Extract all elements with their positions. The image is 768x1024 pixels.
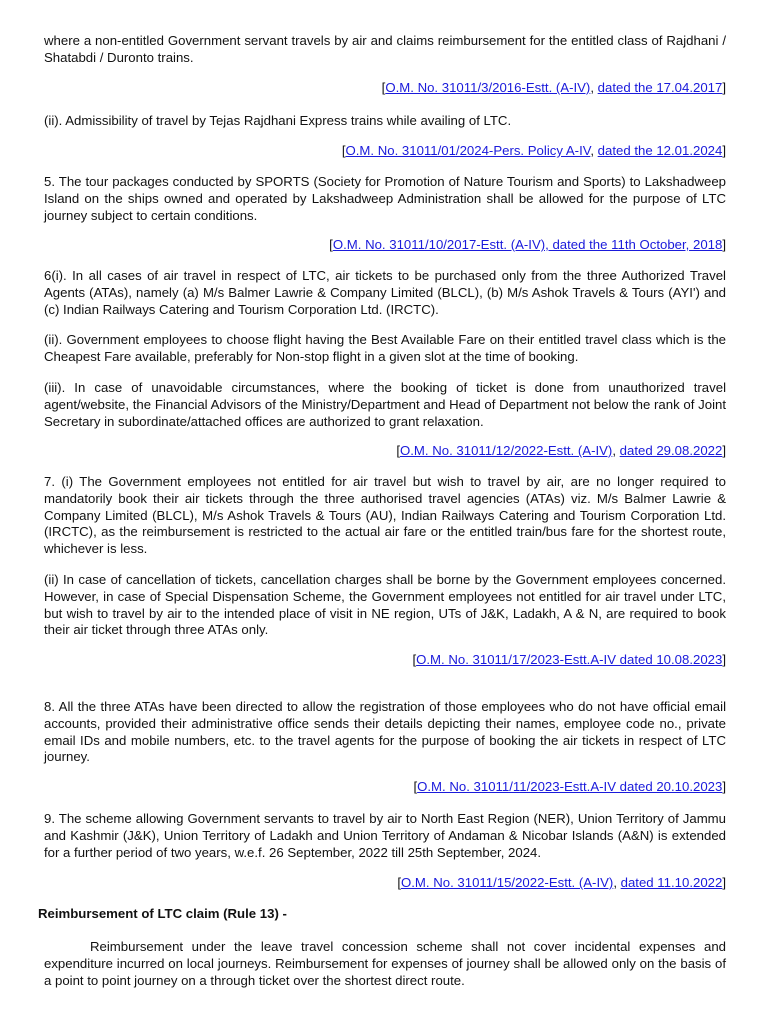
om-date-link-2017[interactable]: dated the 17.04.2017 — [597, 80, 723, 95]
paragraph-9: 9. The scheme allowing Government servants to travel by air to North East Region (NER), Union Territory of Jammu and Kashmir (J&K), Union Territory of Ladakh and Union Territory of Andaman & Nicobar Islands (A&N) is extended for a further period of two years, w.e.f. 26 September, 2022 till 25th September, 2024. — [44, 811, 726, 860]
bracket-close: ] — [722, 80, 726, 95]
paragraph-8: 8. All the three ATAs have been directed to allow the registration of those employees who do not have official email accounts, provided their administrative office sends their details depicting their names, employee code no., private email IDs and mobile numbers, etc. to the travel agents for the purpose of booking the air tickets in respect of LTC journey. — [44, 699, 726, 765]
paragraph-6-i: 6(i). In all cases of air travel in respect of LTC, air tickets to be purchased only from the three Authorized Travel Agents (ATAs), namely (a) M/s Balmer Lawrie & Company Limited (BLCL), (b) M/s Ashok Travels & Tours (AYI') and (c) Indian Railways Catering and Tourism Corporation Ltd. (IRCTC). — [44, 268, 726, 317]
om-date-link-2022-oct[interactable]: dated 11.10.2022 — [620, 875, 723, 890]
om-date-link-2024[interactable]: dated the 12.01.2024 — [597, 143, 723, 158]
bracket-close: ] — [722, 443, 726, 458]
reference-om-2022-oct — [397, 875, 726, 892]
bracket-close: ] — [722, 875, 726, 890]
paragraph-5: 5. The tour packages conducted by SPORTS (Society for Promotion of Nature Tourism and Sports) to Lakshadweep Island on the ships owned and operated by Lakshadweep Administration shall be allowed for the purpose of LTC journey subject to certain conditions. — [44, 174, 726, 223]
bracket-open: [ — [397, 875, 401, 890]
reference-om-2017 — [382, 80, 726, 97]
reference-separator: , — [612, 443, 620, 458]
reference-om-2018 — [329, 237, 726, 254]
reference-om-2022-aug — [396, 443, 726, 460]
reference-om-2023-oct — [413, 779, 726, 796]
om-link-2022-aug[interactable]: O.M. No. 31011/12/2022-Estt. (A-IV) — [400, 443, 613, 458]
om-date-link-2022-aug[interactable]: dated 29.08.2022 — [619, 443, 723, 458]
reference-separator: , — [590, 80, 598, 95]
bracket-close: ] — [722, 143, 726, 158]
paragraph-6-iii: (iii). In case of unavoidable circumstances, where the booking of ticket is done from unauthorized travel agent/website, the Financial Advisors of the Ministry/Department and Head of Department not below the rank of Joint Secretary in subordinate/attached offices are authorized to grant relaxation. — [44, 380, 726, 429]
reference-separator: , — [613, 875, 621, 890]
reference-om-2024 — [342, 143, 726, 160]
bracket-open: [ — [341, 143, 346, 158]
paragraph-6-ii: (ii). Government employees to choose flight having the Best Available Fare on their entitled travel class which is the Cheapest Fare available, preferably for Non-stop flight in a given slot at the time of booking. — [44, 332, 726, 364]
paragraph-rule-13: Reimbursement under the leave travel concession scheme shall not cover incidental expenses and expenditure incurred on local journeys. Reimbursement for expenses of journey shall be allowed only on the basis of a point to point journey on a through ticket over the shortest direct route. — [44, 939, 726, 988]
reference-om-2023-aug — [412, 652, 726, 669]
bracket-open: [ — [381, 80, 386, 95]
om-link-2018[interactable]: O.M. No. 31011/10/2017-Estt. (A-IV), dated the 11th October, 2018 — [332, 237, 723, 252]
paragraph-7-i: 7. (i) The Government employees not entitled for air travel but wish to travel by air, are no longer required to mandatorily book their air tickets through the three authorised travel agencies (ATAs) viz. M/s Balmer Lawrie & Company Limited (BLCL), M/s Ashok Travels & Tours (AU), Indian Railways Catering and Tourism Corporation Ltd. (IRCTC), as the reimbursement is restricted to the actual air fare or the entitled train/bus fare for the shortest route, whichever is less. — [44, 474, 726, 557]
om-link-2022-oct[interactable]: O.M. No. 31011/15/2022-Estt. (A-IV) — [400, 875, 614, 890]
bracket-close: ] — [722, 779, 726, 794]
bracket-open: [ — [413, 779, 418, 794]
paragraph-7-ii: (ii) In case of cancellation of tickets, cancellation charges shall be borne by the Government employees concerned. However, in case of Special Dispensation Scheme, the Government employees not entitled for air travel under LTC, but wish to travel by air to the intended place of visit in NE region, UTs of J&K, Ladakh, A & N, are required to book their air ticket through three ATAs only. — [44, 572, 726, 638]
om-link-2024[interactable]: O.M. No. 31011/01/2024-Pers. Policy A-IV — [345, 143, 591, 158]
bracket-close: ] — [722, 237, 726, 252]
paragraph-4-ii: (ii). Admissibility of travel by Tejas Rajdhani Express trains while availing of LTC. — [44, 113, 512, 128]
bracket-open: [ — [396, 443, 400, 458]
bracket-close: ] — [722, 652, 726, 667]
om-link-2023-aug[interactable]: O.M. No. 31011/17/2023-Estt.A-IV dated 10.08.2023 — [416, 652, 723, 667]
om-link-2017[interactable]: O.M. No. 31011/3/2016-Estt. (A-IV) — [385, 80, 591, 95]
section-heading-rule-13: Reimbursement of LTC claim (Rule 13) - — [38, 906, 287, 921]
bracket-open: [ — [329, 237, 333, 252]
om-link-2023-oct[interactable]: O.M. No. 31011/11/2023-Estt.A-IV dated 20.10.2023 — [417, 779, 723, 794]
bracket-open: [ — [412, 652, 417, 667]
reference-separator: , — [590, 143, 598, 158]
paragraph-intro: where a non-entitled Government servant travels by air and claims reimbursement for the entitled class of Rajdhani / Shatabdi / Duronto trains. — [44, 33, 726, 65]
